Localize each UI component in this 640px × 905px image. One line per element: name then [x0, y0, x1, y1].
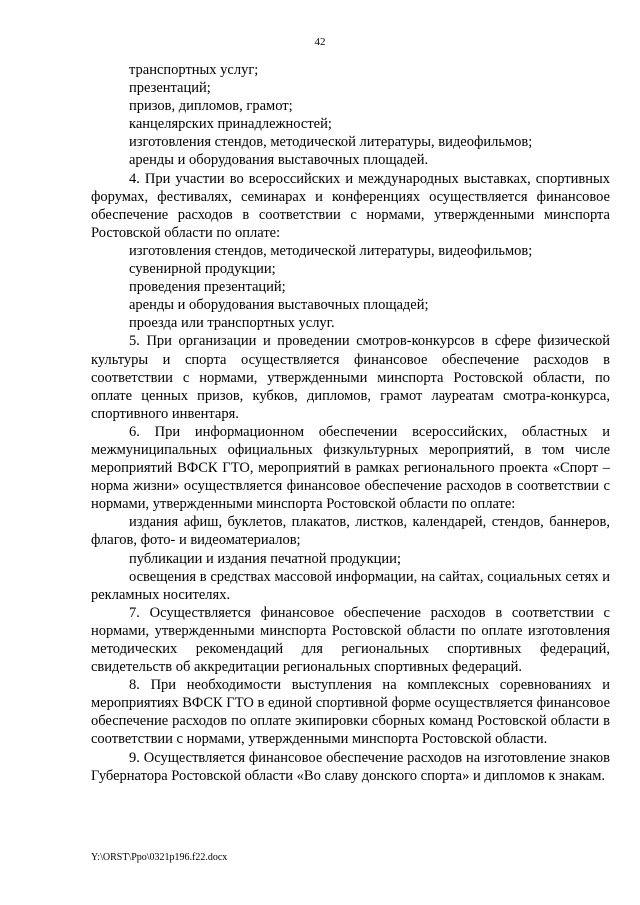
- paragraph-8: 8. При необходимости выступления на комплексных соревнованиях и мероприятиях ВФСК ГТО в единой спортивной форме осуществляется финансовое обеспечение расходов по оплате экипировки сборных команд Ростовской области в соответствии с нормами, утвержденными минспорта Ростовской области.: [91, 677, 610, 748]
- list-item: изготовления стендов, методической литературы, видеофильмов;: [129, 134, 533, 151]
- paragraph-5: 5. При организации и проведении смотров-конкурсов в сфере физической культуры и спорта осуществляется финансовое обеспечение расходов в соответствии с нормами, утвержденными минспорта Ростовской области, по оплате ценных призов, кубков, дипломов, грамот лауреатам смотра-конкурса, спортивного инвентаря.: [91, 333, 610, 422]
- paragraph-6: 6. При информационном обеспечении всероссийских, областных и межмуниципальных официальных физкультурных мероприятий, в том числе мероприятий ВФСК ГТО, мероприятий в рамках регионального проекта «Спорт – норма жизни» осуществляется финансовое обеспечение расходов в соответствии с нормами, утвержденными минспорта Ростовской области по оплате:: [91, 423, 610, 513]
- list-item: проведения презентаций;: [129, 279, 286, 296]
- list-item: призов, дипломов, грамот;: [129, 98, 293, 115]
- list-item: сувенирной продукции;: [129, 261, 276, 278]
- list-item: аренды и оборудования выставочных площадей.: [129, 152, 429, 169]
- list-item: проезда или транспортных услуг.: [129, 315, 335, 332]
- list-item: канцелярских принадлежностей;: [129, 116, 332, 133]
- page-number: 42: [314, 36, 326, 48]
- list-item: транспортных услуг;: [129, 62, 259, 78]
- list-item: изготовления стендов, методической литературы, видеофильмов;: [129, 242, 533, 259]
- list-item: публикации и издания печатной продукции;: [129, 550, 401, 567]
- document-body: [91, 61, 610, 785]
- list-item: аренды и оборудования выставочных площадей;: [129, 297, 429, 314]
- paragraph-4: 4. При участии во всероссийских и международных выставках, спортивных форумах, фестивалях, семинарах и конференциях осуществляется финансовое обеспечение расходов в соответствии с нормами, утвержденными минспорта Ростовской области по оплате:: [91, 170, 610, 241]
- list-item: издания афиш, буклетов, плакатов, листков, календарей, стендов, баннеров, флагов, фото- и видеоматериалов;: [91, 514, 610, 549]
- list-item: презентаций;: [129, 80, 211, 97]
- list-item: освещения в средствах массовой информации, на сайтах, социальных сетях и рекламных носителях.: [91, 568, 610, 603]
- paragraph-7: 7. Осуществляется финансовое обеспечение расходов в соответствии с нормами, утвержденными минспорта Ростовской области по оплате изготовления методических рекомендаций для региональных спортивных федераций, свидетельств об аккредитации региональных спортивных федераций.: [91, 604, 610, 676]
- file-path-footer: Y:\ORST\Ppo\0321p196.f22.docx: [91, 852, 228, 863]
- paragraph-9: 9. Осуществляется финансовое обеспечение расходов на изготовление знаков Губернатора Ростовской области «Во славу донского спорта» и дипломов к знакам.: [91, 749, 610, 784]
